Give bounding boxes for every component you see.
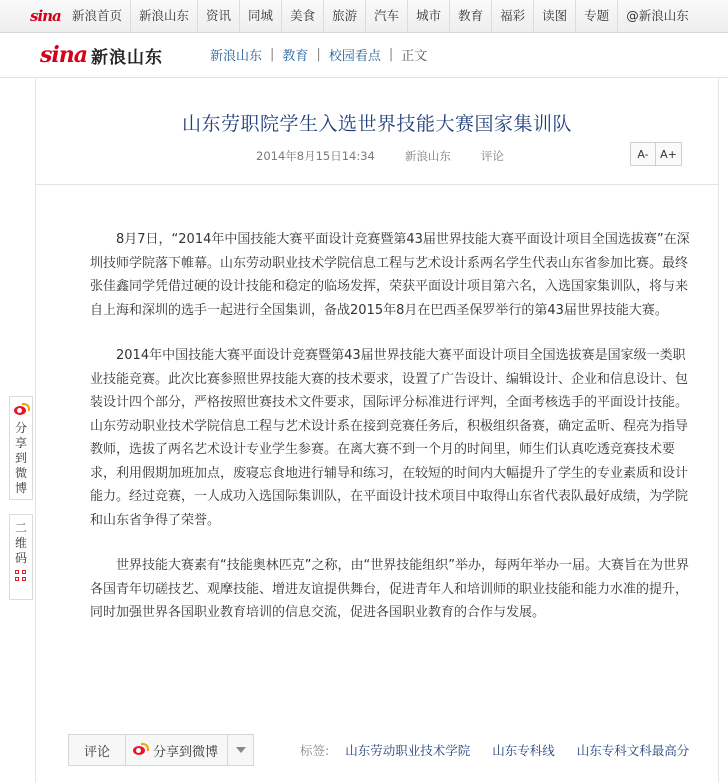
font-larger-button[interactable]: A+ xyxy=(656,142,682,166)
top-nav-items xyxy=(64,0,697,32)
side-share-label: 分享到微博 xyxy=(14,421,27,495)
brand-logo[interactable] xyxy=(40,39,163,71)
article-paragraph-1: 8月7日，“2014年中国技能大赛平面设计竞赛暨第43届世界技能大赛平面设计项目全国选拔赛”在深圳技师学院落下帷幕。山东劳动职业技术学院信息工程与艺术设计系两名学生代表山东省参加比赛。最终张佳鑫同学凭借过硬的设计技能和稳定的临场发挥，荣获平面设计项目第六名，入选国家集训队，将与来自上海和深圳的选手一起进行全国集训，备战2015年8月在巴西圣保罗举行的第43届世界技能大赛。 xyxy=(90,232,690,318)
article-comment-link[interactable]: 评论 xyxy=(480,149,504,163)
article-action-bar xyxy=(68,734,254,766)
comment-button[interactable]: 评论 xyxy=(68,734,126,766)
sina-logo[interactable]: sina xyxy=(30,7,61,25)
side-qrcode-label: 二维码 xyxy=(14,521,27,565)
weibo-icon xyxy=(13,403,29,417)
tag-link[interactable]: 山东专科文科最高分 xyxy=(576,743,690,758)
article-container xyxy=(35,78,719,782)
chevron-down-icon xyxy=(236,747,246,753)
breadcrumb-item-current: 正文 xyxy=(401,49,428,64)
share-weibo-button[interactable] xyxy=(126,734,228,766)
nav-item-sina-shandong[interactable]: 新浪山东 xyxy=(131,0,198,32)
tag-link[interactable]: 山东专科线 xyxy=(492,743,555,758)
breadcrumb-item-education[interactable]: 教育 xyxy=(282,49,309,64)
nav-item-lottery[interactable]: 福彩 xyxy=(492,0,534,32)
nav-item-news[interactable]: 资讯 xyxy=(198,0,240,32)
weibo-icon xyxy=(132,743,148,757)
article-body xyxy=(90,228,690,647)
nav-item-photos[interactable]: 读图 xyxy=(534,0,576,32)
breadcrumb-separator: | xyxy=(388,47,394,62)
nav-item-home[interactable]: 新浪首页 xyxy=(64,0,131,32)
qrcode-icon xyxy=(15,570,27,582)
nav-item-auto[interactable]: 汽车 xyxy=(366,0,408,32)
side-qrcode-button[interactable] xyxy=(9,514,33,600)
breadcrumb-separator: | xyxy=(316,47,321,62)
nav-item-food[interactable]: 美食 xyxy=(282,0,324,32)
article-tags xyxy=(300,741,711,759)
article-date: 2014年8月15日14:34 xyxy=(256,149,375,163)
brand-name: 新浪山东 xyxy=(91,47,163,68)
tag-link[interactable]: 山东劳动职业技术学院 xyxy=(345,743,471,758)
article-paragraph-3: 世界技能大赛素有“技能奥林匹克”之称，由“世界技能组织”举办，每两年举办一届。大赛旨在为世界各国青年切磋技艺、观摩技能、增进友谊提供舞台，促进青年人和培训师的职业技能和能力水准的提升，同时加强世界各国职业教育培训的信息交流，促进各国职业教育的合作与发展。 xyxy=(90,558,689,620)
tags-label: 标签: xyxy=(300,743,330,758)
article-title: 山东劳职院学生入选世界技能大赛国家集训队 xyxy=(181,112,572,135)
share-weibo-label: 分享到微博 xyxy=(153,744,219,760)
site-header xyxy=(0,33,728,78)
breadcrumb-item-sina-shandong[interactable]: 新浪山东 xyxy=(210,49,263,64)
font-size-controls xyxy=(630,142,682,166)
brand-sina: sina xyxy=(40,42,87,68)
article-meta xyxy=(256,148,534,164)
nav-item-city[interactable]: 城市 xyxy=(408,0,450,32)
nav-item-weibo-account[interactable]: @新浪山东 xyxy=(626,8,689,23)
article-source[interactable]: 新浪山东 xyxy=(404,149,451,163)
top-nav xyxy=(0,0,728,33)
title-divider xyxy=(36,184,718,185)
breadcrumb xyxy=(210,45,427,64)
nav-item-travel[interactable]: 旅游 xyxy=(324,0,366,32)
breadcrumb-separator: | xyxy=(270,47,275,62)
breadcrumb-item-campus[interactable]: 校园看点 xyxy=(328,49,381,64)
article-paragraph-2: 2014年中国技能大赛平面设计竞赛暨第43届世界技能大赛平面设计项目全国选拔赛是国家级一类职业技能竞赛。此次比赛参照世界技能大赛的技术要求，设置了广告设计、编辑设计、企业和信息设计、包装设计四个部分，严格按照世赛技术文件要求，国际评分标准进行评判，全面考核选手的平面设计技能。山东劳动职业技术学院信息工程与艺术设计系在接到竞赛任务后，积极组织备赛，确定孟昕、程亮为指导教师，选拔了两名艺术设计专业学生参赛。在离大赛不到一个月的时间里，师生们认真吃透竞赛技术要求，利用假期加班加点，废寝忘食地进行辅导和练习，在较短的时间内大幅提升了学生的专业素质和设计能力。经过竞赛，一人成功入选国际集训队，在平面设计技术项目中取得山东省代表队最好成绩，为学院和山东省争得了荣誉。 xyxy=(90,348,689,528)
nav-item-topics[interactable]: 专题 xyxy=(576,0,618,32)
nav-item-local[interactable]: 同城 xyxy=(240,0,282,32)
nav-item-education[interactable]: 教育 xyxy=(450,0,492,32)
font-smaller-button[interactable]: A- xyxy=(630,142,656,166)
share-more-dropdown[interactable] xyxy=(228,734,254,766)
side-share-weibo-button[interactable] xyxy=(9,396,33,500)
